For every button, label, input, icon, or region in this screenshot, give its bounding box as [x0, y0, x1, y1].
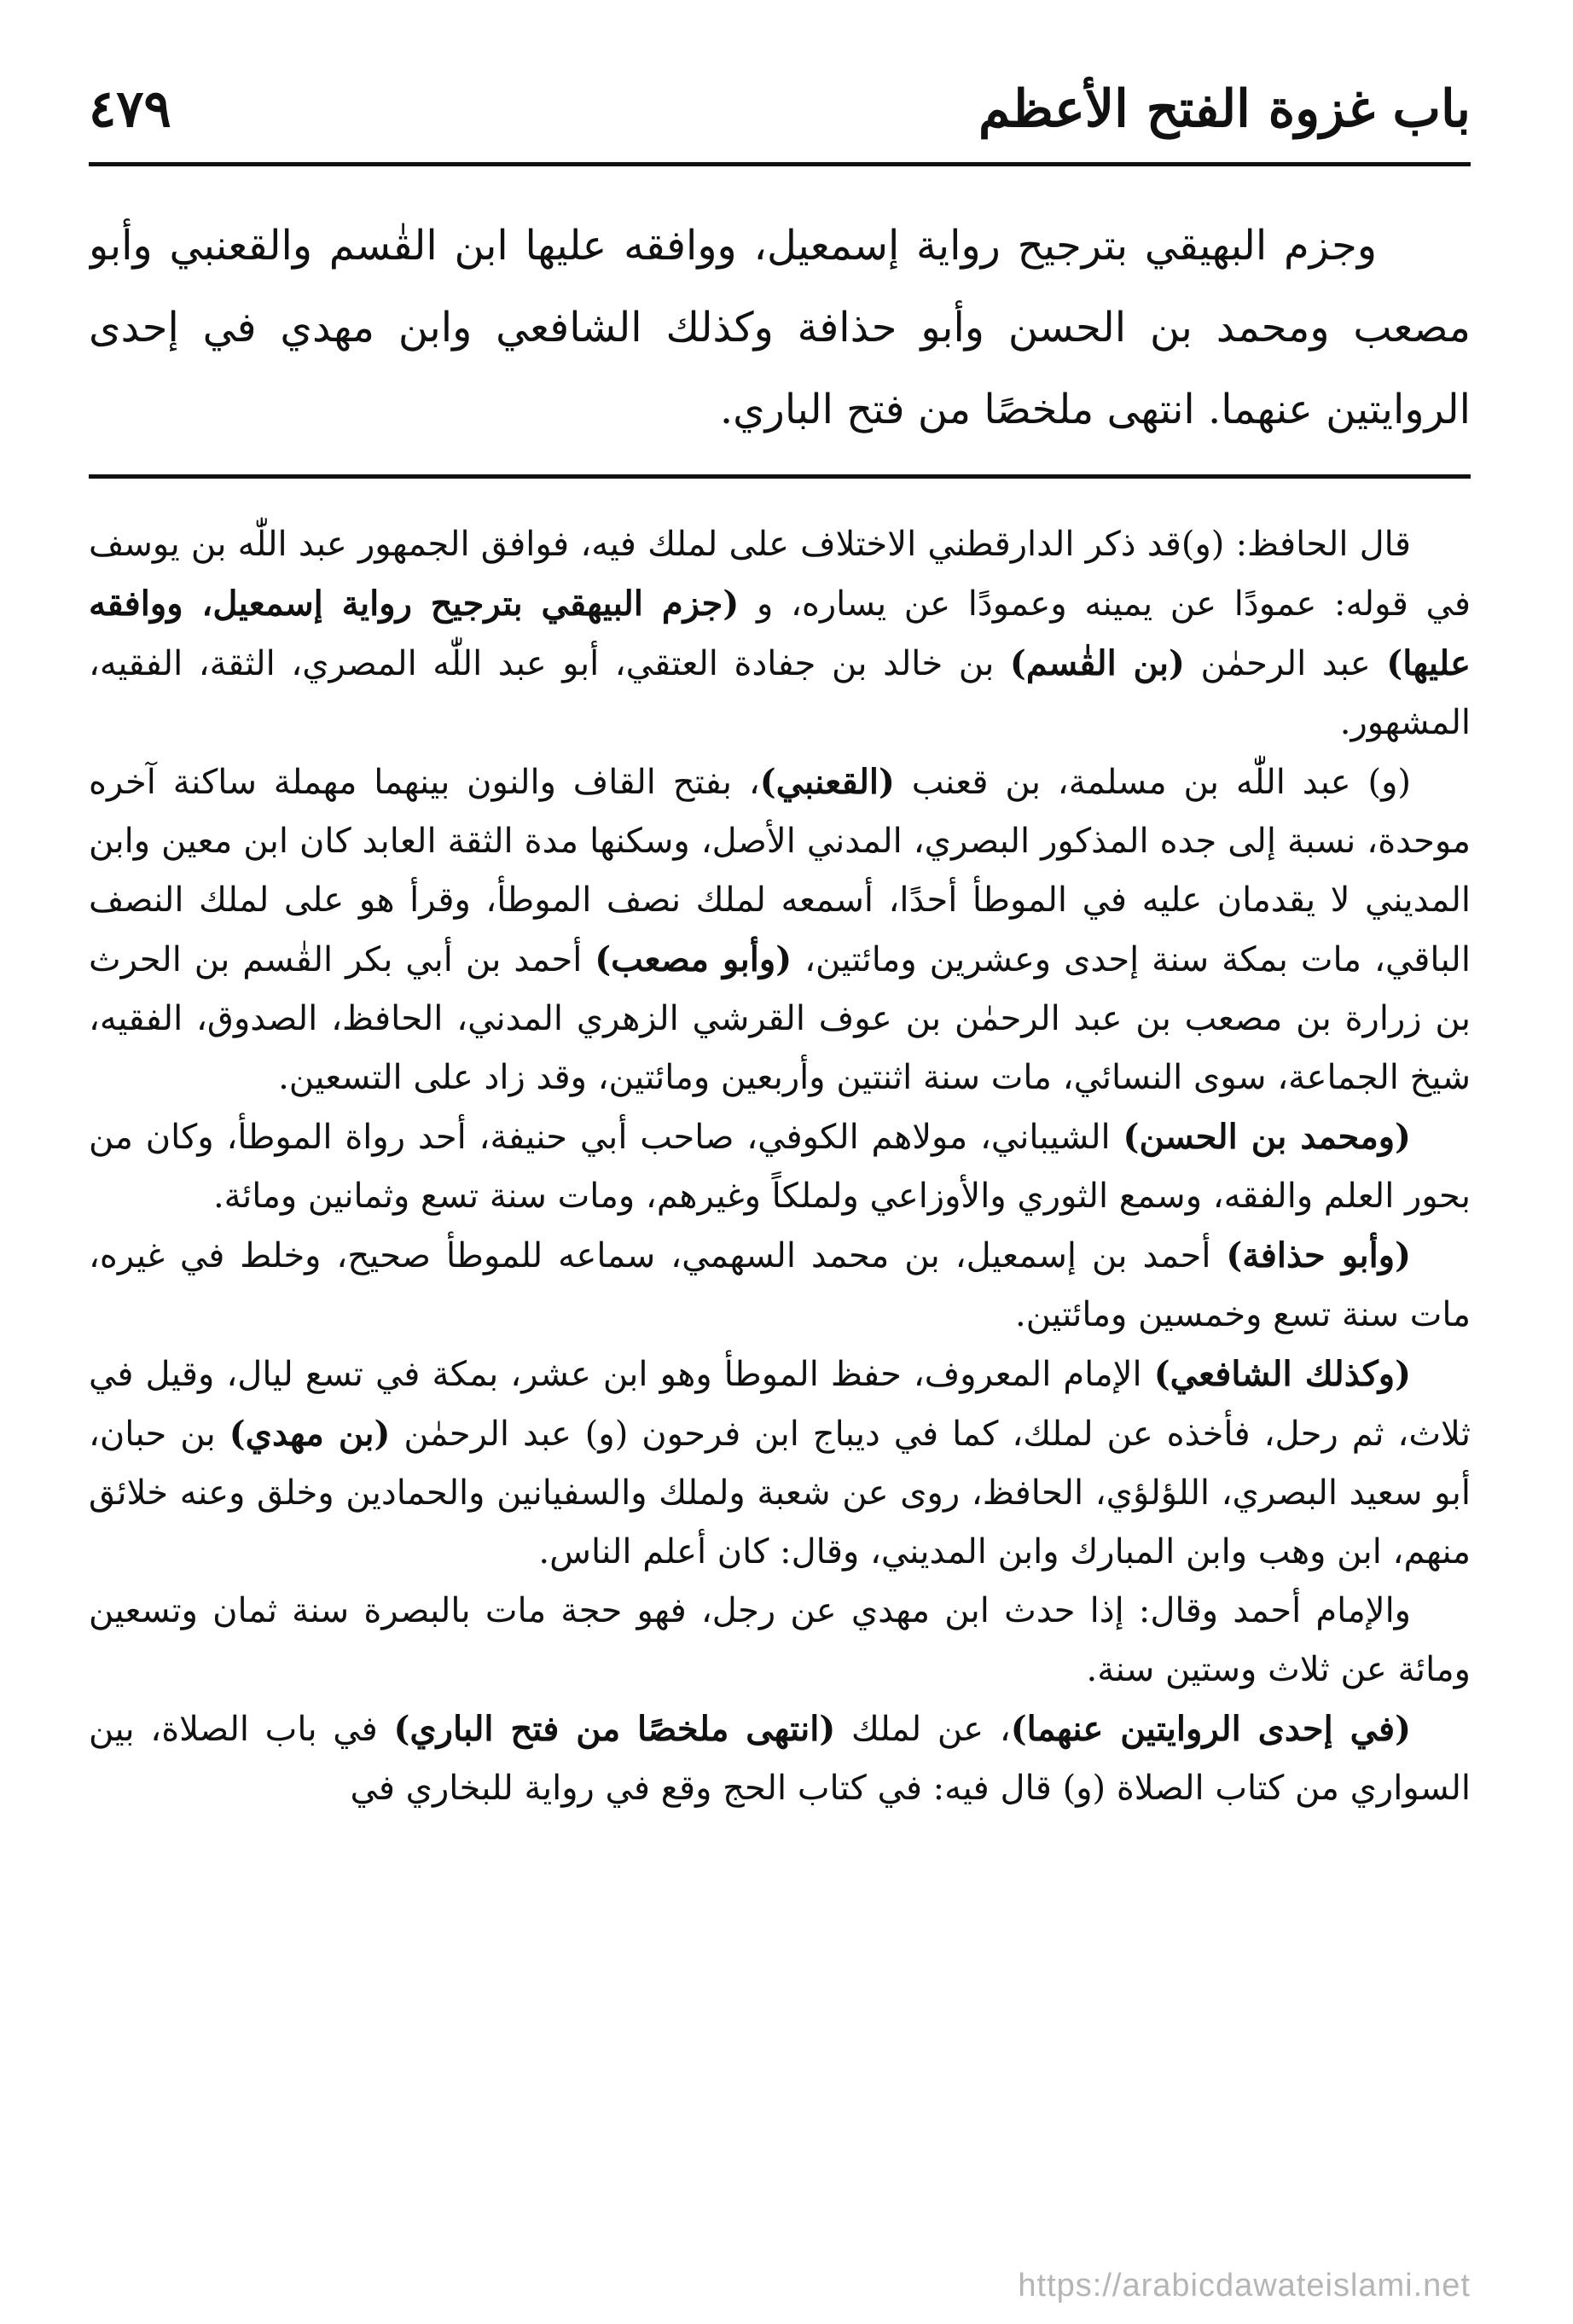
commentary-block	[89, 515, 1471, 2239]
quoted-phrase: (انتهى ملخصًا من فتح الباري)	[393, 1709, 836, 1749]
commentary-paragraph-5	[89, 1345, 1471, 1582]
running-title: باب غزوة الفتح الأعظم	[978, 79, 1471, 139]
main-text-paragraph: وجزم البهيقي بترجيح رواية إسمعيل، ووافقه عليها ابن القٰسم والقعنبي وأبو مصعب ومحمد بن الحسن وأبو حذافة وكذلك الشافعي وابن مهدي في إحدى الروايتين عنهما. انتهى ملخصًا من فتح الباري.	[89, 222, 1471, 433]
commentary-text: عبد الرحمٰن	[1184, 644, 1387, 683]
quoted-phrase: (بن مهدي)	[229, 1414, 391, 1454]
commentary-text: ، عن لملك	[835, 1710, 1011, 1749]
quoted-phrase: (جزم البيهقي بترجيح رواية إسمعيل، ووافقه عليها)	[89, 584, 1471, 683]
header-divider	[89, 162, 1471, 166]
quoted-phrase: (القعنبي)	[759, 762, 895, 802]
commentary-paragraph-4	[89, 1226, 1471, 1345]
commentary-text: أحمد بن إسمعيل، بن محمد السهمي، سماعه للموطأ صحيح، وخلط في غيره، مات سنة تسع وخمسين ومائتين.	[89, 1236, 1471, 1334]
quoted-phrase: (وكذلك الشافعي)	[1153, 1354, 1411, 1394]
quoted-phrase: (وأبو مصعب)	[595, 939, 792, 979]
commentary-text: ، بفتح القاف والنون بينهما مهملة ساكنة آخره موحدة، نسبة إلى جده المذكور البصري، المدني الأصل، وسكنها مدة الثقة العابد كان ابن معين وابن المديني لا يقدمان عليه في الموطأ أحدًا، أسمعه لملك نصف الموطأ، وقرأ هو على لملك النصف الباقي، مات بمكة سنة إحدى وعشرين ومائتين،	[89, 763, 1471, 979]
commentary-text: بن خالد بن جفادة العتقي، أبو عبد اللّٰه المصري، الثقة، الفقيه، المشهور.	[89, 644, 1471, 742]
commentary-paragraph-1	[89, 515, 1471, 752]
commentary-paragraph-7	[89, 1699, 1471, 1818]
quoted-phrase: (بن القٰسم)	[1009, 643, 1185, 683]
commentary-text: بن حبان، أبو سعيد البصري، اللؤلؤي، الحافظ، روى عن شعبة ولملك والسفيانين والحمادين وخلق وعنه خلائق منهم، ابن وهب وابن المبارك وابن المديني، وقال: كان أعلم الناس.	[89, 1415, 1471, 1572]
quoted-phrase: (ومحمد بن الحسن)	[1123, 1117, 1411, 1157]
commentary-paragraph-6	[89, 1582, 1471, 1699]
page-header	[89, 67, 1471, 160]
quoted-phrase: (وأبو حذافة)	[1226, 1235, 1411, 1275]
main-text-block	[89, 205, 1471, 452]
commentary-text: قال الحافظ: (و)قد ذكر الدارقطني الاختلاف على لملك فيه، فوافق الجمهور عبد اللّٰه بن يوسف في قوله: عمودًا عن يمينه وعمودًا عن يساره، و	[89, 525, 1471, 624]
commentary-text: والإمام أحمد وقال: إذا حدث ابن مهدي عن رجل، فهو حجة مات بالبصرة سنة ثمان وتسعين ومائة عن ثلاث وستين سنة.	[89, 1591, 1471, 1689]
commentary-paragraph-2	[89, 752, 1471, 1107]
commentary-text: أحمد بن أبي بكر القٰسم بن الحرث بن زرارة بن مصعب بن عبد الرحمٰن بن عوف القرشي الزهري المدني، الحافظ، الصدوق، الفقيه، شيخ الجماعة، سوى النسائي، مات سنة اثنتين وأربعين ومائتين، وقد زاد على التسعين.	[89, 940, 1471, 1097]
page-number: ٤٧٩	[89, 79, 171, 139]
commentary-text: (و) عبد اللّٰه بن مسلمة، بن قعنب	[894, 763, 1411, 802]
quoted-phrase: (في إحدى الروايتين عنهما)	[1010, 1709, 1411, 1749]
commentary-divider	[89, 474, 1471, 479]
watermark-url: https://arabicdawateislami.net	[1018, 2268, 1471, 2304]
commentary-paragraph-3	[89, 1107, 1471, 1226]
commentary-text: الشيباني، مولاهم الكوفي، صاحب أبي حنيفة، أحد رواة الموطأ، وكان من بحور العلم والفقه، وسمع الثوري والأوزاعي ولملكاً وغيرهم، ومات سنة تسع وثمانين ومائة.	[89, 1118, 1471, 1216]
commentary-text: الإمام المعروف، حفظ الموطأ وهو ابن عشر، بمكة في تسع ليال، وقيل في ثلاث، ثم رحل، فأخذه عن لملك، كما في ديباج ابن فرحون (و) عبد الرحمٰن	[89, 1355, 1471, 1454]
commentary-text: في باب الصلاة، بين السواري من كتاب الصلاة (و) قال فيه: في كتاب الحج وقع في رواية للبخاري في	[89, 1710, 1471, 1808]
